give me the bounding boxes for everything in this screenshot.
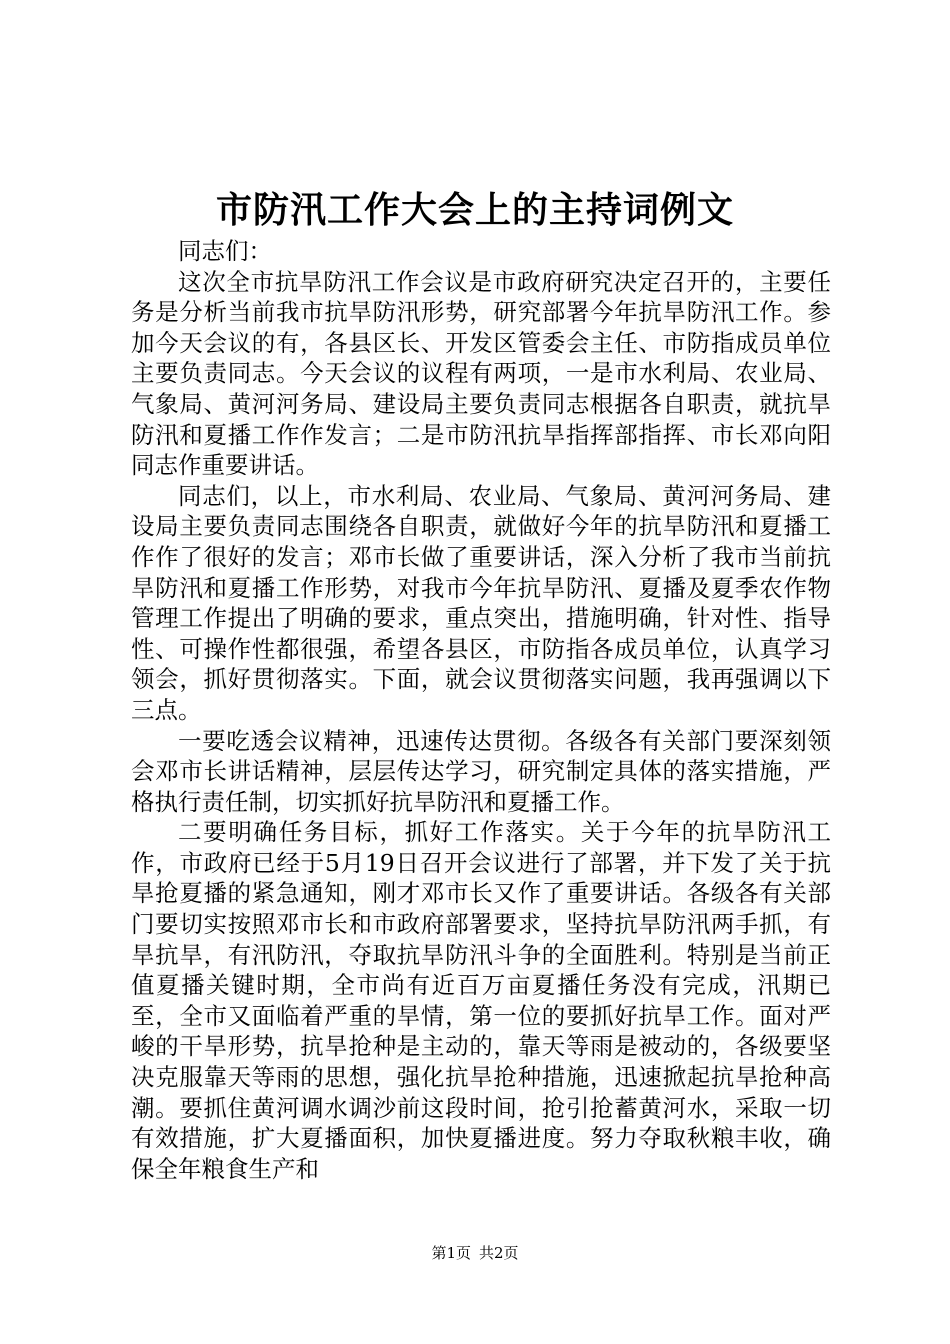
document-title: 市防汛工作大会上的主持词例文 (215, 189, 734, 231)
page-total: 共2页 (479, 1244, 519, 1262)
page-footer (0, 1243, 950, 1263)
document-body (131, 236, 831, 1184)
salutation-paragraph: 同志们： (178, 237, 272, 265)
body-paragraph: 同志们，以上，市水利局、农业局、气象局、黄河河务局、建设局主要负责同志围绕各自职责，就做好今年的抗旱防汛和夏播工作作了很好的发言；邓市长做了重要讲话，深入分析了我市当前抗旱防汛和夏播工作形势，对我市今年抗旱防汛、夏播及夏季农作物管理工作提出了明确的要求，重点突出，措施明确，针对性、指导性、可操作性都很强，希望各县区，市防指各成员单位，认真学习领会，抓好贯彻落实。下面，就会议贯彻落实问题，我再强调以下三点。 (131, 481, 831, 724)
body-paragraph: 二要明确任务目标，抓好工作落实。关于今年的抗旱防汛工作，市政府已经于5月19日召开会议进行了部署，并下发了关于抗旱抢夏播的紧急通知，刚才邓市长又作了重要讲话。各级各有关部门要切实按照邓市长和市政府部署要求，坚持抗旱防汛两手抓，有旱抗旱，有汛防汛，夺取抗旱防汛斗争的全面胜利。特别是当前正值夏播关键时期，全市尚有近百万亩夏播任务没有完成，汛期已至，全市又面临着严重的旱情，第一位的要抓好抗旱工作。面对严峻的干旱形势，抗旱抢种是主动的，靠天等雨是被动的，各级要坚决克服靠天等雨的思想，强化抗旱抢种措施，迅速掀起抗旱抢种高潮。要抓住黄河调水调沙前这段时间，抢引抢蓄黄河水，采取一切有效措施，扩大夏播面积，加快夏播进度。努力夺取秋粮丰收，确保全年粮食生产和 (131, 818, 831, 1183)
body-paragraph: 一要吃透会议精神，迅速传达贯彻。各级各有关部门要深刻领会邓市长讲话精神，层层传达学习，研究制定具体的落实措施，严格执行责任制，切实抓好抗旱防汛和夏播工作。 (131, 726, 831, 816)
page-number: 第1页 (431, 1244, 471, 1262)
body-paragraph: 这次全市抗旱防汛工作会议是市政府研究决定召开的，主要任务是分析当前我市抗旱防汛形势，研究部署今年抗旱防汛工作。参加今天会议的有，各县区长、开发区管委会主任、市防指成员单位主要负责同志。今天会议的议程有两项，一是市水利局、农业局、气象局、黄河河务局、建设局主要负责同志根据各自职责，就抗旱防汛和夏播工作作发言；二是市防汛抗旱指挥部指挥、市长邓向阳同志作重要讲话。 (131, 267, 831, 480)
